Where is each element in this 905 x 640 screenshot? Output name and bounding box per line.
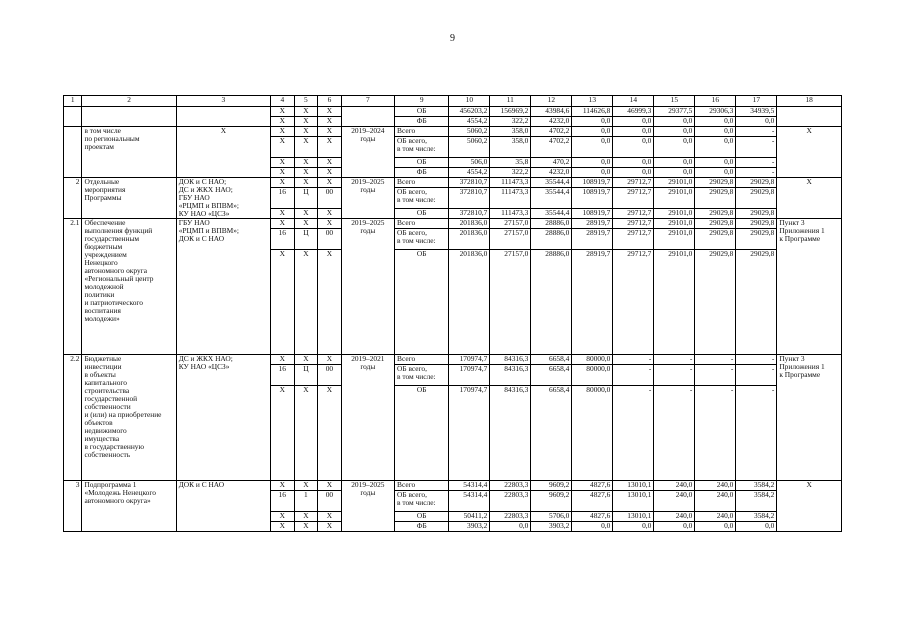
funding-source: ОБ всего, в том числе: (395, 365, 449, 386)
code-gp: 16 (271, 188, 295, 209)
amount-cell: 0,0 (695, 168, 736, 178)
amount-cell: 9609,2 (531, 491, 572, 512)
funding-source: ОБ (395, 386, 449, 481)
amount-cell: 29029,8 (695, 178, 736, 188)
column-header: 18 (777, 96, 842, 107)
code-pp: Х (294, 137, 318, 158)
amount-cell: 108919,7 (572, 209, 613, 219)
funding-source: ОБ (395, 158, 449, 168)
funding-source: Всего (395, 219, 449, 229)
amount-cell: 170974,7 (449, 365, 490, 386)
amount-cell: 13010,1 (613, 512, 654, 522)
code-gp: Х (271, 512, 295, 522)
funding-source: ОБ (395, 512, 449, 522)
code-om: 00 (318, 491, 342, 512)
code-om: 00 (318, 188, 342, 209)
amount-cell: 0,0 (695, 117, 736, 127)
code-gp: 16 (271, 491, 295, 512)
amount-cell: 5060,2 (449, 127, 490, 137)
code-om: Х (318, 178, 342, 188)
amount-cell: 4554,2 (449, 117, 490, 127)
amount-cell: - (736, 127, 777, 137)
amount-cell: 28919,7 (572, 229, 613, 250)
code-pp: Х (294, 178, 318, 188)
amount-cell: 5706,0 (531, 512, 572, 522)
column-header: 2 (82, 96, 176, 107)
amount-cell: 29377,5 (654, 107, 695, 117)
amount-cell: 35544,4 (531, 178, 572, 188)
amount-cell: 0,0 (572, 168, 613, 178)
amount-cell: 108919,7 (572, 178, 613, 188)
code-om: Х (318, 209, 342, 219)
code-pp: Х (294, 355, 318, 365)
event-name: Обеспечение выполнения функций государственным бюджетным учреждением Ненецкого автономного округа «Региональный центр молодежной политики и патриотического воспитания молодежи» (82, 219, 176, 355)
amount-cell: 0,0 (613, 137, 654, 158)
implementation-period: 2019–2025 годы (341, 481, 394, 532)
amount-cell: 0,0 (654, 158, 695, 168)
amount-cell: 6658,4 (531, 386, 572, 481)
amount-cell: 35,8 (490, 158, 531, 168)
code-pp: Х (294, 219, 318, 229)
amount-cell: 13010,1 (613, 491, 654, 512)
funding-source: ФБ (395, 522, 449, 532)
funding-source: ОБ (395, 107, 449, 117)
amount-cell: 470,2 (531, 158, 572, 168)
amount-cell: 29101,0 (654, 229, 695, 250)
budget-table (63, 95, 842, 532)
table-row (64, 178, 842, 188)
column-header: 17 (736, 96, 777, 107)
amount-cell: 29712,7 (613, 250, 654, 355)
column-header: 13 (572, 96, 613, 107)
code-gp: Х (271, 386, 295, 481)
amount-cell: 27157,0 (490, 229, 531, 250)
code-pp: Х (294, 117, 318, 127)
code-om: 00 (318, 229, 342, 250)
amount-cell: 0,0 (736, 522, 777, 532)
column-header: 11 (490, 96, 531, 107)
funding-source: ОБ (395, 250, 449, 355)
amount-cell: 0,0 (654, 127, 695, 137)
event-name: Отдельные мероприятия Программы (82, 178, 176, 219)
code-gp: Х (271, 355, 295, 365)
column-header: 10 (449, 96, 490, 107)
amount-cell: 0,0 (613, 522, 654, 532)
code-om: 00 (318, 365, 342, 386)
table-row (64, 127, 842, 137)
code-pp: Х (294, 512, 318, 522)
amount-cell: 0,0 (695, 127, 736, 137)
implementation-period: 2019–2021 годы (341, 355, 394, 481)
amount-cell: 29029,8 (695, 209, 736, 219)
amount-cell: 54314,4 (449, 481, 490, 491)
amount-cell: 29029,8 (736, 188, 777, 209)
amount-cell: 240,0 (695, 481, 736, 491)
code-pp: Х (294, 127, 318, 137)
amount-cell: 4554,2 (449, 168, 490, 178)
funding-source: ОБ всего, в том числе: (395, 188, 449, 209)
column-header: 7 (341, 96, 394, 107)
code-gp: Х (271, 178, 295, 188)
funding-source: ОБ всего, в том числе: (395, 137, 449, 158)
amount-cell: 46999,3 (613, 107, 654, 117)
amount-cell: 4232,0 (531, 168, 572, 178)
amount-cell: 27157,0 (490, 219, 531, 229)
amount-cell: 170974,7 (449, 386, 490, 481)
amount-cell: 0,0 (736, 117, 777, 127)
amount-cell: 114626,8 (572, 107, 613, 117)
amount-cell: 6658,4 (531, 355, 572, 365)
program-reference: Х (777, 178, 842, 219)
amount-cell: 3584,2 (736, 481, 777, 491)
column-header: 14 (613, 96, 654, 107)
event-name: Бюджетные инвестиции в объекты капитального строительства государственной собственности и (или) на приобретение объектов недвижимого имущества в государственную собственность (82, 355, 176, 481)
program-reference: Х (777, 481, 842, 532)
amount-cell: 35544,4 (531, 188, 572, 209)
code-pp: Ц (294, 365, 318, 386)
amount-cell: 0,0 (695, 158, 736, 168)
amount-cell: 201836,0 (449, 229, 490, 250)
row-number: 2.1 (64, 219, 82, 355)
code-om: Х (318, 522, 342, 532)
funding-source: ОБ всего, в том числе: (395, 491, 449, 512)
amount-cell: 13010,1 (613, 481, 654, 491)
amount-cell: - (736, 158, 777, 168)
amount-cell: 322,2 (490, 168, 531, 178)
amount-cell: 80000,0 (572, 365, 613, 386)
amount-cell: - (695, 386, 736, 481)
amount-cell: 29029,8 (736, 229, 777, 250)
responsible-executor (176, 107, 270, 127)
page-number: 9 (450, 33, 455, 44)
amount-cell: 29101,0 (654, 250, 695, 355)
amount-cell: - (613, 386, 654, 481)
program-reference: Пункт 3 Приложения 1 к Программе (777, 355, 842, 481)
amount-cell: 372810,7 (449, 178, 490, 188)
amount-cell: 201836,0 (449, 219, 490, 229)
amount-cell: 29101,0 (654, 219, 695, 229)
code-gp: 16 (271, 365, 295, 386)
amount-cell: 28886,0 (531, 229, 572, 250)
amount-cell: 0,0 (572, 117, 613, 127)
amount-cell: 29029,8 (695, 188, 736, 209)
amount-cell: 28886,0 (531, 250, 572, 355)
table-row (64, 107, 842, 117)
row-number (64, 127, 82, 178)
code-gp: Х (271, 137, 295, 158)
amount-cell: 0,0 (613, 168, 654, 178)
amount-cell: 0,0 (490, 522, 531, 532)
funding-source: ОБ (395, 209, 449, 219)
code-om: Х (318, 481, 342, 491)
amount-cell: 0,0 (613, 117, 654, 127)
amount-cell: - (736, 137, 777, 158)
code-gp: Х (271, 250, 295, 355)
row-number: 2.2 (64, 355, 82, 481)
funding-source: Всего (395, 355, 449, 365)
amount-cell: - (736, 365, 777, 386)
code-gp: Х (271, 168, 295, 178)
column-header: 3 (176, 96, 270, 107)
funding-source: ФБ (395, 168, 449, 178)
amount-cell: 4702,2 (531, 127, 572, 137)
amount-cell: 0,0 (572, 137, 613, 158)
table-row (64, 355, 842, 365)
funding-source: Всего (395, 127, 449, 137)
amount-cell: - (613, 355, 654, 365)
code-om: Х (318, 355, 342, 365)
amount-cell: - (654, 355, 695, 365)
amount-cell: 240,0 (695, 512, 736, 522)
responsible-executor: ДОК и С НАО; ДС и ЖКХ НАО; ГБУ НАО «РЦМП и ВПВМ»; КУ НАО «ЦСЗ» (176, 178, 270, 219)
amount-cell: 28886,0 (531, 219, 572, 229)
code-gp: 16 (271, 229, 295, 250)
amount-cell: 0,0 (572, 522, 613, 532)
column-header: 6 (318, 96, 342, 107)
amount-cell: 29101,0 (654, 188, 695, 209)
event-name: Подпрограмма 1 «Молодежь Ненецкого автономного округа» (82, 481, 176, 532)
row-number (64, 107, 82, 127)
amount-cell: 29712,7 (613, 219, 654, 229)
amount-cell: 240,0 (695, 491, 736, 512)
amount-cell: 3903,2 (449, 522, 490, 532)
amount-cell: 4827,6 (572, 481, 613, 491)
code-pp: Х (294, 522, 318, 532)
funding-source: ОБ всего, в том числе: (395, 229, 449, 250)
amount-cell: 35544,4 (531, 209, 572, 219)
amount-cell: 506,0 (449, 158, 490, 168)
amount-cell: 29712,7 (613, 178, 654, 188)
amount-cell: 22803,3 (490, 512, 531, 522)
amount-cell: 54314,4 (449, 491, 490, 512)
amount-cell: 29029,8 (736, 219, 777, 229)
amount-cell: 322,2 (490, 117, 531, 127)
responsible-executor: ДС и ЖКХ НАО; КУ НАО «ЦСЗ» (176, 355, 270, 481)
amount-cell: 240,0 (654, 512, 695, 522)
column-header: 16 (695, 96, 736, 107)
amount-cell: 29029,8 (736, 250, 777, 355)
code-gp: Х (271, 158, 295, 168)
amount-cell: 43984,6 (531, 107, 572, 117)
code-gp: Х (271, 107, 295, 117)
amount-cell: - (695, 355, 736, 365)
amount-cell: 0,0 (654, 522, 695, 532)
amount-cell: 0,0 (654, 168, 695, 178)
column-header: 9 (395, 96, 449, 107)
funding-source: ФБ (395, 117, 449, 127)
amount-cell: 240,0 (654, 481, 695, 491)
amount-cell: 29029,8 (695, 250, 736, 355)
code-om: Х (318, 386, 342, 481)
code-pp: Х (294, 209, 318, 219)
code-gp: Х (271, 117, 295, 127)
amount-cell: 0,0 (572, 127, 613, 137)
amount-cell: 0,0 (572, 158, 613, 168)
column-header: 4 (271, 96, 295, 107)
amount-cell: 108919,7 (572, 188, 613, 209)
amount-cell: 29029,8 (736, 209, 777, 219)
header-row (64, 96, 842, 107)
amount-cell: 0,0 (654, 137, 695, 158)
row-number: 3 (64, 481, 82, 532)
implementation-period: 2019–2024 годы (341, 127, 394, 178)
amount-cell: 358,0 (490, 127, 531, 137)
column-header: 15 (654, 96, 695, 107)
amount-cell: 28919,7 (572, 250, 613, 355)
table-row (64, 481, 842, 491)
amount-cell: - (654, 365, 695, 386)
amount-cell: 156969,2 (490, 107, 531, 117)
amount-cell: 22803,3 (490, 481, 531, 491)
code-om: Х (318, 107, 342, 117)
amount-cell: 170974,7 (449, 355, 490, 365)
amount-cell: 29712,7 (613, 229, 654, 250)
amount-cell: 80000,0 (572, 355, 613, 365)
amount-cell: 111473,3 (490, 209, 531, 219)
implementation-period (341, 107, 394, 127)
amount-cell: 4827,6 (572, 491, 613, 512)
code-gp: Х (271, 481, 295, 491)
code-pp: Х (294, 107, 318, 117)
amount-cell: 29712,7 (613, 209, 654, 219)
code-gp: Х (271, 127, 295, 137)
amount-cell: 372810,7 (449, 209, 490, 219)
code-pp: Ц (294, 188, 318, 209)
responsible-executor: ДОК и С НАО (176, 481, 270, 532)
amount-cell: 3584,2 (736, 491, 777, 512)
amount-cell: 456203,2 (449, 107, 490, 117)
program-reference (777, 107, 842, 127)
amount-cell: 6658,4 (531, 365, 572, 386)
implementation-period: 2019–2025 годы (341, 178, 394, 219)
amount-cell: - (654, 386, 695, 481)
amount-cell: 29029,8 (695, 219, 736, 229)
amount-cell: 0,0 (695, 137, 736, 158)
funding-source: Всего (395, 178, 449, 188)
table-body (64, 96, 842, 532)
amount-cell: 29029,8 (736, 178, 777, 188)
amount-cell: 29029,8 (695, 229, 736, 250)
event-name: в том числе по региональным проектам (82, 127, 176, 178)
column-header: 12 (531, 96, 572, 107)
code-pp: Х (294, 481, 318, 491)
amount-cell: 3903,2 (531, 522, 572, 532)
program-reference: Х (777, 127, 842, 178)
column-header: 5 (294, 96, 318, 107)
amount-cell: - (736, 386, 777, 481)
amount-cell: 111473,3 (490, 178, 531, 188)
amount-cell: 9609,2 (531, 481, 572, 491)
code-gp: Х (271, 209, 295, 219)
amount-cell: 84316,3 (490, 365, 531, 386)
amount-cell: 201836,0 (449, 250, 490, 355)
row-number: 2 (64, 178, 82, 219)
amount-cell: 4702,2 (531, 137, 572, 158)
code-pp: Х (294, 158, 318, 168)
amount-cell: 29712,7 (613, 188, 654, 209)
implementation-period: 2019–2025 годы (341, 219, 394, 355)
code-om: Х (318, 137, 342, 158)
amount-cell: 34939,5 (736, 107, 777, 117)
amount-cell: - (736, 355, 777, 365)
amount-cell: 27157,0 (490, 250, 531, 355)
amount-cell: 0,0 (654, 117, 695, 127)
code-om: Х (318, 127, 342, 137)
amount-cell: 372810,7 (449, 188, 490, 209)
code-gp: Х (271, 219, 295, 229)
amount-cell: - (613, 365, 654, 386)
code-gp: Х (271, 522, 295, 532)
amount-cell: 4232,0 (531, 117, 572, 127)
column-header: 1 (64, 96, 82, 107)
amount-cell: 84316,3 (490, 386, 531, 481)
code-om: Х (318, 168, 342, 178)
code-pp: Ц (294, 229, 318, 250)
amount-cell: 28919,7 (572, 219, 613, 229)
funding-source: Всего (395, 481, 449, 491)
code-om: Х (318, 158, 342, 168)
amount-cell: 80000,0 (572, 386, 613, 481)
code-pp: Х (294, 250, 318, 355)
amount-cell: 29306,3 (695, 107, 736, 117)
amount-cell: - (695, 365, 736, 386)
responsible-executor: ГБУ НАО «РЦМП и ВПВМ»; ДОК и С НАО (176, 219, 270, 355)
code-om: Х (318, 219, 342, 229)
table-row (64, 219, 842, 229)
amount-cell: 111473,3 (490, 188, 531, 209)
amount-cell: 29101,0 (654, 178, 695, 188)
code-om: Х (318, 117, 342, 127)
code-om: Х (318, 250, 342, 355)
amount-cell: - (736, 168, 777, 178)
program-reference: Пункт 3 Приложения 1 к Программе (777, 219, 842, 355)
amount-cell: 240,0 (654, 491, 695, 512)
code-pp: 1 (294, 491, 318, 512)
code-om: Х (318, 512, 342, 522)
amount-cell: 0,0 (613, 127, 654, 137)
code-pp: Х (294, 168, 318, 178)
responsible-executor: Х (176, 127, 270, 178)
amount-cell: 3584,2 (736, 512, 777, 522)
amount-cell: 5060,2 (449, 137, 490, 158)
amount-cell: 0,0 (695, 522, 736, 532)
amount-cell: 22803,3 (490, 491, 531, 512)
amount-cell: 50411,2 (449, 512, 490, 522)
amount-cell: 0,0 (613, 158, 654, 168)
event-name (82, 107, 176, 127)
amount-cell: 4827,6 (572, 512, 613, 522)
amount-cell: 29101,0 (654, 209, 695, 219)
code-pp: Х (294, 386, 318, 481)
amount-cell: 358,0 (490, 137, 531, 158)
amount-cell: 84316,3 (490, 355, 531, 365)
